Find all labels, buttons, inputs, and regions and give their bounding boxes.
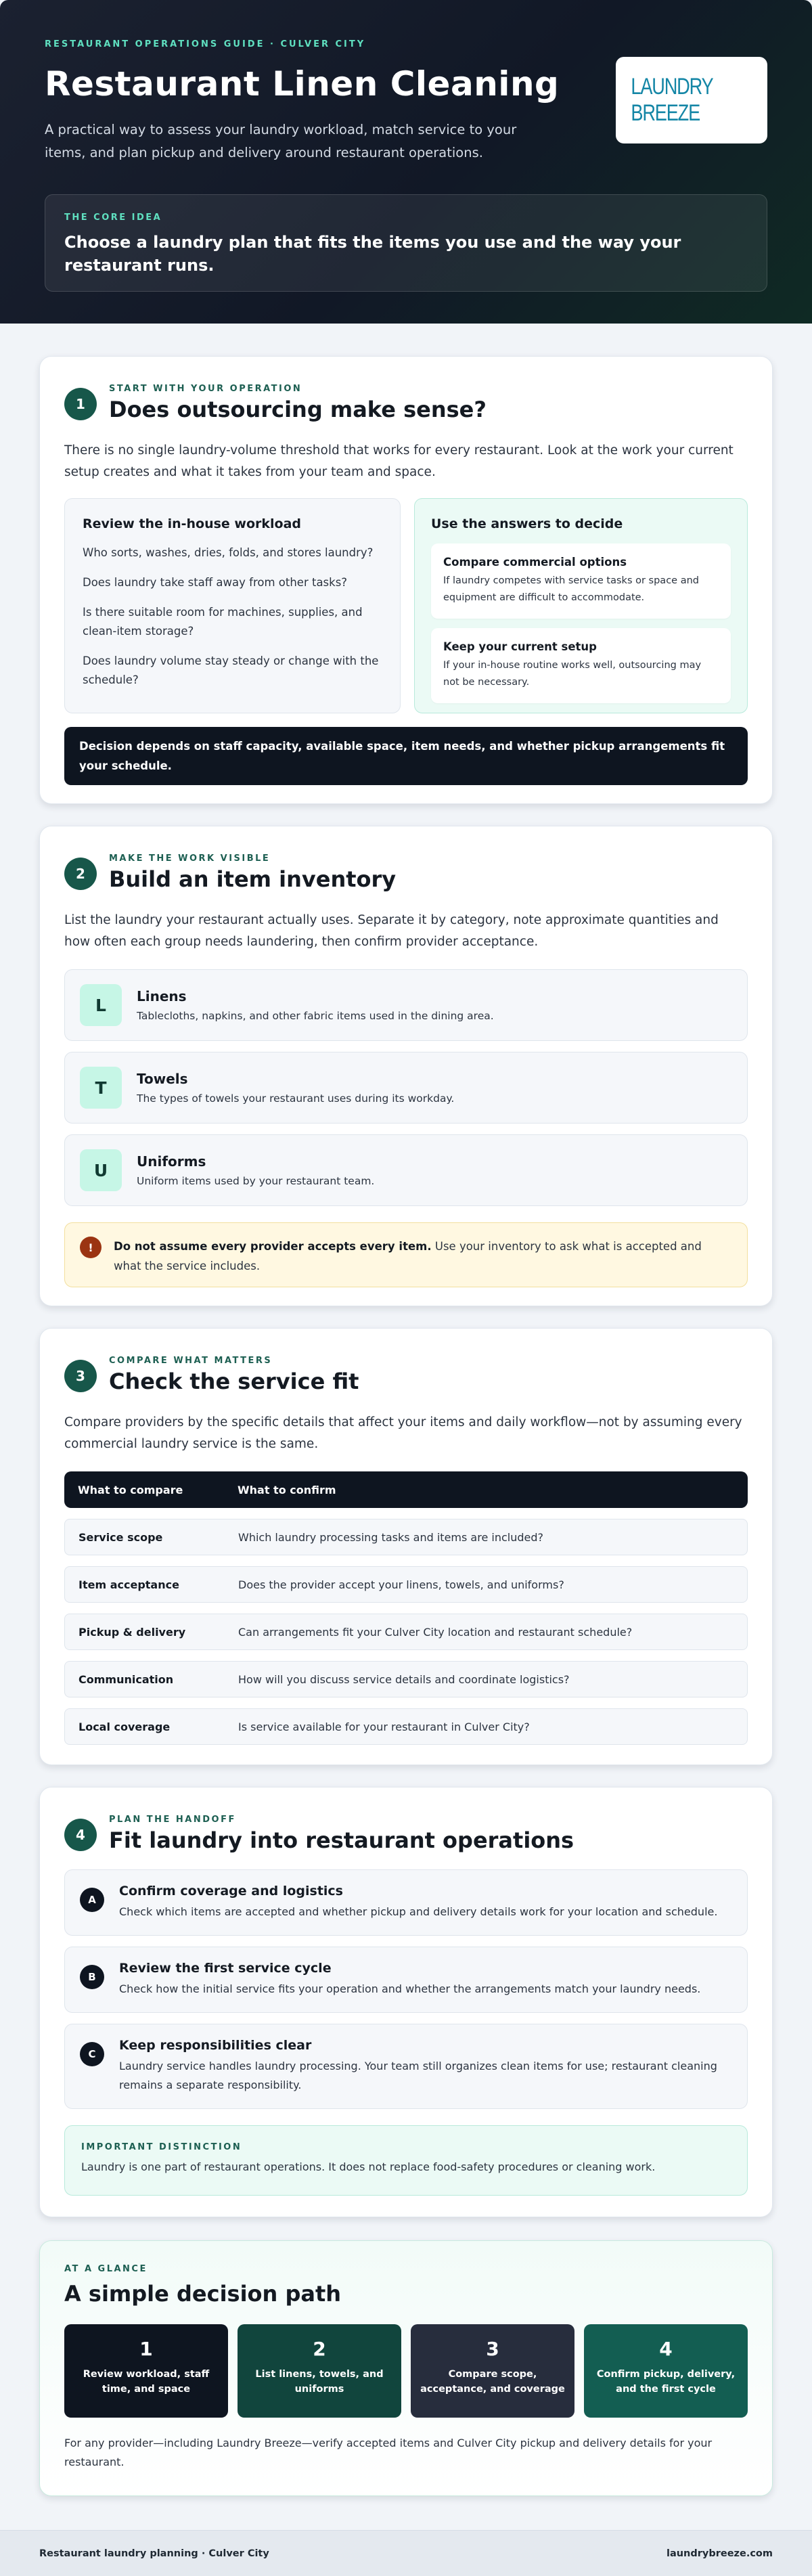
path-step-label: Compare scope, acceptance, and coverage (420, 2369, 565, 2395)
column-header: What to confirm (238, 1483, 336, 1496)
workload-panel (64, 498, 401, 713)
step-text: Check how the initial service fits your operation and whether the arrangements match your laundry needs. (119, 1982, 701, 1995)
inventory-name: Uniforms (137, 1153, 206, 1170)
inventory-item (64, 1052, 748, 1124)
question-item: Is there suitable room for machines, supplies, and clean-item storage? (83, 606, 363, 638)
core-text: Choose a laundry plan that fits the items you use and the way your restaurant runs. (64, 233, 681, 275)
section-title: Build an item inventory (109, 866, 397, 892)
confirm-cell: Which laundry processing tasks and items are included? (238, 1530, 543, 1544)
inventory-desc: Tablecloths, napkins, and other fabric items used in the dining area. (137, 1010, 494, 1022)
question-item: Does laundry take staff away from other tasks? (83, 576, 348, 589)
logo-text: LAUNDRY BREEZE (631, 74, 713, 126)
table-header (64, 1471, 748, 1508)
section-eyebrow: START WITH YOUR OPERATION (109, 384, 302, 394)
step-letter-badge: B (80, 1965, 104, 1989)
section-eyebrow: COMPARE WHAT MATTERS (109, 1356, 273, 1366)
section-description: There is no single laundry-volume threshold that works for every restaurant. Look at the work your current setup creates and what it takes from your team and space. (64, 443, 734, 479)
inventory-letter-badge: T (80, 1067, 122, 1109)
table-row (64, 1566, 748, 1603)
option-title: Compare commercial options (443, 556, 627, 569)
section-description: Compare providers by the specific details that affect your items and daily workflow—not by assuming every commercial laundry service is the same. (64, 1415, 742, 1451)
section-outsourcing (39, 356, 773, 804)
path-step (238, 2324, 401, 2418)
section-eyebrow: MAKE THE WORK VISIBLE (109, 853, 271, 864)
hero-subtitle: A practical way to assess your laundry workload, match service to your items, and plan pickup and delivery around restaurant operations. (45, 122, 517, 160)
page-title: Restaurant Linen Cleaning (45, 64, 560, 104)
section-header (64, 384, 748, 422)
compare-cell: Local coverage (78, 1720, 171, 1733)
decide-panel (414, 498, 748, 713)
section-title: Does outsourcing make sense? (109, 397, 487, 422)
compare-cell: Communication (78, 1672, 174, 1686)
handoff-step (64, 1947, 748, 2013)
warning-callout (64, 1222, 748, 1287)
confirm-cell: Does the provider accept your linens, towels, and uniforms? (238, 1578, 564, 1591)
core-eyebrow: THE CORE IDEA (64, 213, 162, 223)
section-header (64, 1356, 748, 1394)
question-item: Who sorts, washes, dries, folds, and stores laundry? (83, 546, 374, 559)
section-number-badge: 1 (64, 388, 97, 420)
footer (0, 2530, 812, 2576)
footer-link[interactable]: laundrybreeze.com (666, 2548, 773, 2559)
section-description: List the laundry your restaurant actually uses. Separate it by category, note approximate quantities and how often each group needs laundering, then confirm provider acceptance. (64, 913, 719, 949)
path-step-label: Confirm pickup, delivery, and the first cycle (596, 2369, 736, 2395)
decision-summary: Decision depends on staff capacity, available space, item needs, and whether pickup arrangements fit your schedule. (64, 727, 748, 785)
table-row (64, 1519, 748, 1555)
compare-cell: Service scope (78, 1530, 163, 1544)
inventory-item (64, 969, 748, 1041)
path-step-label: List linens, towels, and uniforms (255, 2369, 384, 2395)
confirm-cell: Is service available for your restaurant in Culver City? (238, 1720, 530, 1733)
option-title: Keep your current setup (443, 640, 597, 653)
warning-bold: Do not assume every provider accepts every item. (114, 1240, 432, 1253)
question-item: Does laundry volume stay steady or change with the schedule? (83, 654, 379, 686)
section-title: Check the service fit (109, 1369, 359, 1394)
core-idea-box (45, 194, 767, 292)
decision-path (64, 2324, 748, 2418)
step-text: Laundry service handles laundry processing. Your team still organizes clean items for use; restaurant cleaning remains a separate responsibility. (119, 2060, 717, 2091)
section-at-a-glance (39, 2240, 773, 2496)
step-title: Keep responsibilities clear (119, 2038, 312, 2053)
section-number-badge: 4 (64, 1819, 97, 1851)
compare-cell: Pickup & delivery (78, 1625, 186, 1639)
panel-title: Use the answers to decide (431, 516, 623, 531)
handoff-step (64, 2024, 748, 2109)
path-step-number: 4 (659, 2338, 673, 2360)
hero-eyebrow: RESTAURANT OPERATIONS GUIDE · CULVER CITY (45, 39, 366, 49)
step-text: Check which items are accepted and whether pickup and delivery details work for your location and schedule. (119, 1905, 718, 1918)
section-title: A simple decision path (64, 2281, 342, 2307)
path-step-label: Review workload, staff time, and space (83, 2369, 210, 2395)
section-header (64, 853, 748, 892)
section-eyebrow: AT A GLANCE (64, 2264, 148, 2274)
section-title: Fit laundry into restaurant operations (109, 1827, 574, 1853)
section-number-badge: 3 (64, 1360, 97, 1392)
section-service-fit (39, 1328, 773, 1765)
section-number-badge: 2 (64, 858, 97, 890)
path-step-number: 3 (486, 2338, 499, 2360)
inventory-letter-badge: L (80, 984, 122, 1026)
path-step (411, 2324, 574, 2418)
panel-title: Review the in-house workload (83, 516, 302, 531)
glance-note: For any provider—including Laundry Breeze—verify accepted items and Culver City pickup and delivery details for your restaurant. (64, 2437, 713, 2468)
option-text: If your in-house routine works well, outsourcing may not be necessary. (443, 660, 702, 688)
path-step-number: 1 (139, 2338, 153, 2360)
inventory-name: Towels (137, 1071, 188, 1087)
section-eyebrow: PLAN THE HANDOFF (109, 1815, 236, 1825)
distinction-eyebrow: IMPORTANT DISTINCTION (81, 2142, 242, 2152)
warning-icon: ! (80, 1237, 102, 1258)
path-step (64, 2324, 228, 2418)
table-row (64, 1661, 748, 1697)
path-step-number: 2 (313, 2338, 326, 2360)
option-card (431, 628, 731, 703)
comparison-table (64, 1471, 748, 1745)
table-row (64, 1614, 748, 1650)
compare-cell: Item acceptance (78, 1578, 179, 1591)
table-row (64, 1708, 748, 1745)
inventory-desc: Uniform items used by your restaurant team. (137, 1175, 375, 1187)
inventory-letter-badge: U (80, 1149, 122, 1191)
warning-text (114, 1237, 732, 1273)
option-text: If laundry competes with service tasks or space and equipment are difficult to accommodate. (443, 575, 699, 603)
hero (0, 0, 812, 324)
warning-rest: Use your inventory to ask what is accepted and what the service includes. (114, 1240, 702, 1272)
inventory-desc: The types of towels your restaurant uses during its workday. (137, 1092, 455, 1105)
section-header (64, 1815, 748, 1853)
column-header: What to compare (78, 1483, 183, 1496)
section-inventory (39, 826, 773, 1306)
step-title: Confirm coverage and logistics (119, 1884, 343, 1898)
confirm-cell: Can arrangements fit your Culver City location and restaurant schedule? (238, 1625, 633, 1639)
distinction-callout (64, 2125, 748, 2196)
step-title: Review the first service cycle (119, 1961, 332, 1976)
logo (616, 57, 767, 143)
section-operations (39, 1787, 773, 2217)
step-letter-badge: C (80, 2042, 104, 2066)
decision-columns (64, 498, 748, 713)
step-letter-badge: A (80, 1888, 104, 1912)
footer-left: Restaurant laundry planning · Culver City (39, 2548, 269, 2559)
distinction-text: Laundry is one part of restaurant operations. It does not replace food-safety procedures or cleaning work. (81, 2160, 656, 2173)
handoff-step (64, 1869, 748, 1936)
option-card (431, 543, 731, 619)
path-step (584, 2324, 748, 2418)
confirm-cell: How will you discuss service details and coordinate logistics? (238, 1672, 570, 1686)
inventory-name: Linens (137, 988, 187, 1004)
inventory-item (64, 1134, 748, 1206)
